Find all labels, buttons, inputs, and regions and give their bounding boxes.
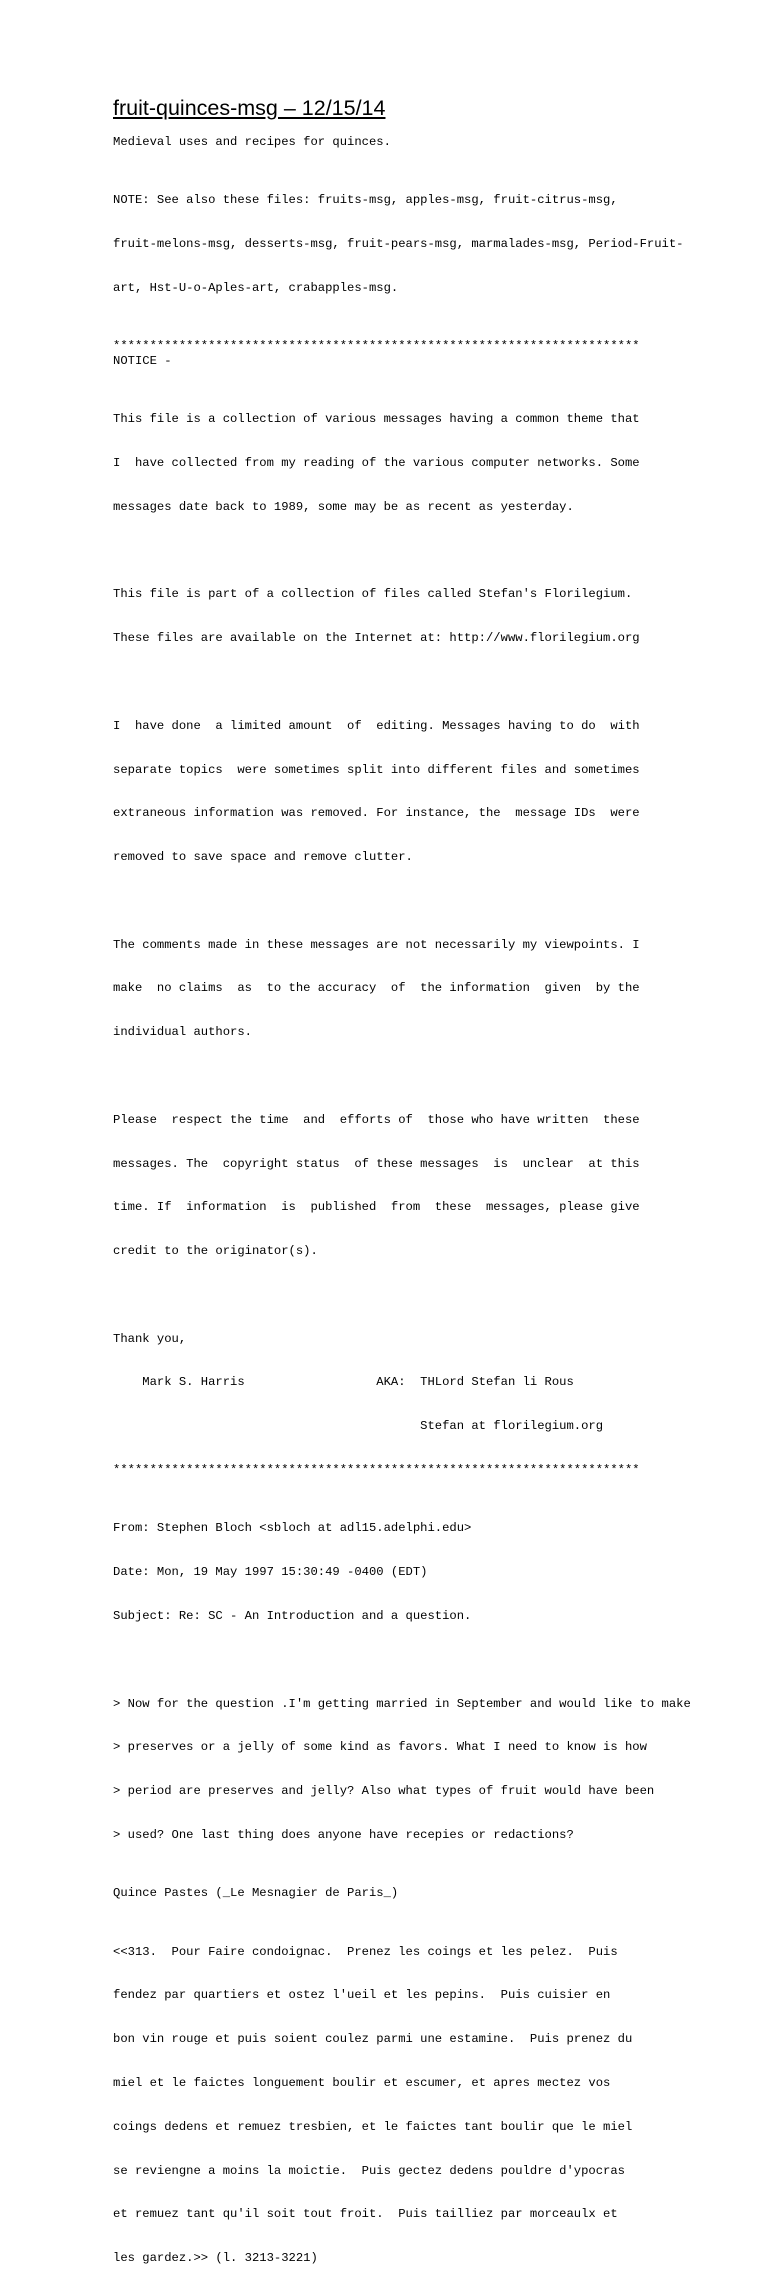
spacer (113, 325, 753, 340)
notice-line: removed to save space and remove clutter. (113, 850, 413, 865)
notice-line: credit to the originator(s). (113, 1244, 318, 1259)
recipe-line: fendez par quartiers et ostez l'ueil et les pepins. Puis cuisier en (113, 1988, 611, 2003)
notice-paragraph (113, 558, 753, 675)
notice-line: This file is part of a collection of files called Stefan's Florilegium. (113, 587, 633, 602)
recipe-line: et remuez tant qu'il soit tout froit. Puis tailliez par morceaulx et (113, 2207, 618, 2222)
message-date: Date: Mon, 19 May 1997 15:30:49 -0400 (EDT) (113, 1565, 428, 1580)
notice-line: I have collected from my reading of the various computer networks. Some (113, 456, 640, 471)
notice-line: These files are available on the Internet at: http://www.florilegium.org (113, 631, 640, 646)
subtitle: Medieval uses and recipes for quinces. (113, 135, 391, 149)
signature-line: Stefan at florilegium.org (113, 1419, 604, 1434)
message-header (113, 1492, 753, 1653)
notice-line: messages date back to 1989, some may be as recent as yesterday. (113, 499, 574, 514)
spacer (113, 675, 753, 690)
spacer (113, 369, 753, 384)
recipe-text (113, 1915, 753, 2294)
quoted-line: > preserves or a jelly of some kind as favors. What I need to know is how (113, 1740, 647, 1755)
quoted-text (113, 1667, 753, 1871)
recipe-line: coings dedens et remuez tresbien, et le faictes tant boulir que le miel (113, 2119, 633, 2134)
spacer (113, 1872, 753, 1887)
stars-divider-bottom: ************************************************************************ (113, 1463, 640, 1478)
spacer (113, 1069, 753, 1084)
spacer (113, 1901, 753, 1916)
notice-line: The comments made in these messages are not necessarily my viewpoints. I (113, 937, 640, 952)
note-line: art, Hst-U-o-Aples-art, crabapples-msg. (113, 280, 399, 295)
notice-paragraph (113, 383, 753, 544)
spacer (113, 150, 753, 165)
message-from: From: Stephen Bloch <sbloch at adl15.adelphi.edu> (113, 1521, 472, 1536)
notice-line: extraneous information was removed. For instance, the message IDs were (113, 806, 640, 821)
recipe-line: <<313. Pour Faire condoignac. Prenez les coings et les pelez. Puis (113, 1944, 618, 1959)
stars-divider-top: ************************************************************************ (113, 339, 640, 354)
recipe-line: bon vin rouge et puis soient coulez parmi une estamine. Puis prenez du (113, 2032, 633, 2047)
notice-line: This file is a collection of various messages having a common theme that (113, 412, 640, 427)
signature-line: Thank you, (113, 1331, 187, 1346)
recipe-line: miel et le faictes longuement boulir et escumer, et apres mectez vos (113, 2075, 611, 2090)
notice-paragraph (113, 690, 753, 894)
notice-line: messages. The copyright status of these messages is unclear at this (113, 1156, 640, 1171)
note-paragraph (113, 164, 753, 325)
quoted-line: > used? One last thing does anyone have recepies or redactions? (113, 1827, 574, 1842)
message-subject: Subject: Re: SC - An Introduction and a question. (113, 1608, 472, 1623)
quoted-line: > period are preserves and jelly? Also what types of fruit would have been (113, 1784, 655, 1799)
page-title: fruit-quinces-msg – 12/15/14 (113, 96, 386, 120)
spacer (113, 1288, 753, 1303)
spacer (113, 1653, 753, 1668)
note-line: fruit-melons-msg, desserts-msg, fruit-pears-msg, marmalades-msg, Period-Fruit- (113, 237, 684, 252)
notice-line: individual authors. (113, 1025, 252, 1040)
notice-paragraph (113, 1084, 753, 1288)
notice-heading: NOTICE - (113, 353, 172, 368)
notice-line: time. If information is published from these messages, please give (113, 1200, 640, 1215)
notice-line: Please respect the time and efforts of those who have written these (113, 1112, 640, 1127)
quoted-line: > Now for the question .I'm getting married in September and would like to make (113, 1696, 691, 1711)
recipe-line: les gardez.>> (l. 3213-3221) (113, 2251, 318, 2266)
spacer (113, 894, 753, 909)
signature-block (113, 1303, 753, 1464)
notice-line: separate topics were sometimes split into different files and sometimes (113, 762, 640, 777)
spacer (113, 544, 753, 559)
recipe-title: Quince Pastes (_Le Mesnagier de Paris_) (113, 1886, 399, 1901)
notice-line: I have done a limited amount of editing. Messages having to do with (113, 718, 640, 733)
recipe-line: se reviengne a moins la moictie. Puis gectez dedens pouldre d'ypocras (113, 2163, 625, 2178)
note-line: NOTE: See also these files: fruits-msg, apples-msg, fruit-citrus-msg, (113, 193, 618, 208)
document-page (113, 94, 753, 2295)
notice-paragraph (113, 908, 753, 1069)
signature-line: Mark S. Harris AKA: THLord Stefan li Rous (113, 1375, 574, 1390)
spacer (113, 1478, 753, 1493)
notice-line: make no claims as to the accuracy of the information given by the (113, 981, 640, 996)
